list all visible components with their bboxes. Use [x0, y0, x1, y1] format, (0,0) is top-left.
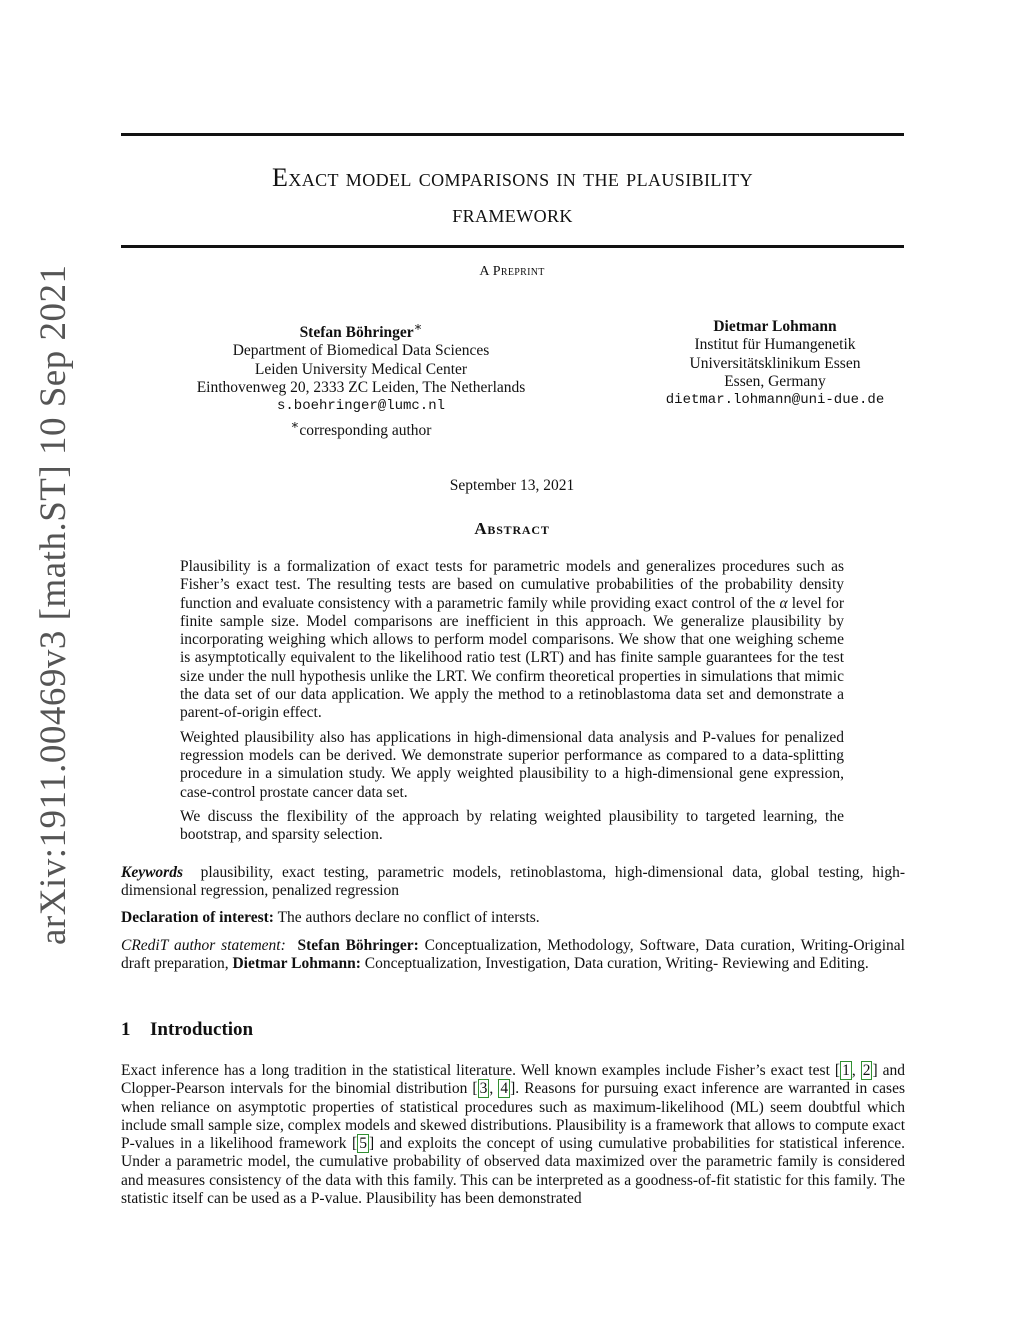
declaration-of-interest — [121, 909, 905, 927]
credit-author-1: Stefan Böhringer: — [297, 937, 419, 954]
author-affiliation: Institut für Humangenetik — [694, 336, 856, 354]
abstract-heading: Abstract — [474, 519, 550, 538]
footnote-mark: ∗ — [290, 416, 300, 432]
introduction-paragraph: Exact inference has a long tradition in the statistical literature. Well known examples include Fisher’s exact test [ 1 , 2 ] and Clopper-Pearson intervals for the binomial distribution [ 3 , 4 ]. Reasons for pursuing exact inference are warranted in cases when reliance on asymptotic properties of statistical procedures such as maximum-likelihood (ML) seem doubtful which include small sample size, complex models and skewed distributions. Plausibility is a framework that allows to compute exact P-values in a likelihood framework [ 5 ] and exploits the concept of using cumulative probabilities for statistical inference. Under a parametric model, the cumulative probability of observed data maximized over the parametric family is considered and measures consistency of the data with this family. This can be interpreted as a goodness-of-fit statistic for this family. The statistic itself can be used as a P-value. Plausibility has been demonstrated — [121, 1062, 906, 1208]
declaration-text: The authors declare no conflict of intersts. — [277, 909, 540, 926]
keywords-text: plausibility, exact testing, parametric models, retinoblastoma, high-dimensional data, global testing, high-dimensional regression, penalized regression — [121, 864, 905, 900]
author-affiliation: Universitätsklinikum Essen — [689, 354, 861, 372]
credit-text-2: Conceptualization, Investigation, Data curation, Writing- Reviewing and Editing. — [364, 955, 869, 973]
corresponding-mark: ∗ — [413, 319, 423, 334]
abstract-text: Plausibility is a formalization of exact tests for parametric models and generalizes procedures such as Fisher’s exact test. The resulting tests are based on cumulative probabilities of the probability density function and evaluate consistency with a parametric family while providing exact control of the — [180, 558, 844, 612]
section-number: 1 — [121, 1019, 131, 1040]
abstract-paragraph: We discuss the flexibility of the approach by relating weighted plausibility to targeted learning, the bootstrap, and sparsity selection. — [180, 807, 844, 844]
intro-text: ]. Reasons for pursuing exact inference are warranted in cases when reliance on asymptotic properties of statistical procedures such as maximum-likelihood (ML) seem doubtful which include small sample size, complex models and skewed distributions. Plausibility is a framework that allows to compute exact P-values in a likelihood framework [ — [121, 1080, 905, 1153]
alpha-symbol: α — [779, 594, 788, 612]
keywords-label: Keywords — [121, 864, 183, 881]
citation-link[interactable]: 3 — [479, 1080, 488, 1098]
citation-link[interactable]: 5 — [359, 1135, 367, 1153]
arxiv-sidebar-stamp: arXiv:1911.00469v3 [math.ST] 10 Sep 2021 — [33, 264, 74, 945]
credit-label: CRediT author statement: — [121, 937, 286, 954]
author-address: Einthovenweg 20, 2333 ZC Leiden, The Netherlands — [196, 379, 526, 397]
author-name: Dietmar Lohmann — [713, 318, 837, 335]
intro-text: Exact inference has a long tradition in the statistical literature. Well known examples include Fisher’s exact test [ — [121, 1062, 841, 1079]
title-top-rule — [121, 133, 904, 136]
abstract-paragraph: Weighted plausibility also has applications in high-dimensional data analysis and P-values for penalized regression models can be derived. We demonstrate superior performance as compared to a data-splitting procedure in a simulation study. We apply weighted plausibility to a high-dimensional gene expression, case-control prostate cancer data set. — [180, 728, 844, 801]
abstract-text: level for finite sample size. Model comparisons are inefficient in this approach. We generalize plausibility by incorporating weighing which allows to perform model comparisons. We show that one weighing scheme is asymptotically equivalent to the likelihood ratio test (LRT) and has finite sample guarantees for the test size under the null hypothesis unlike the LRT. We confirm theoretical properties in simulations that mimic the data set of our data application. We apply the method to a retinoblastoma data set and demonstrate a parent-of-origin effect. — [180, 594, 845, 722]
author-affiliation: Department of Biomedical Data Sciences — [232, 342, 490, 360]
title-line-2: framework — [452, 199, 573, 228]
declaration-label: Declaration of interest: — [121, 909, 274, 926]
section-heading — [121, 1019, 253, 1041]
author-address: Essen, Germany — [724, 372, 826, 390]
title-bottom-rule — [121, 245, 904, 248]
keywords — [121, 864, 905, 901]
abstract-paragraph — [180, 558, 844, 723]
citation-link[interactable]: 2 — [862, 1062, 871, 1079]
author-email[interactable]: s.boehringer@lumc.nl — [276, 398, 446, 415]
intro-text: ] and exploits the concept of using cumulative probabilities for statistical inference. Under a parametric model, the cumulative probability of observed data maximized over the parametric family is considered and measures consistency of the data with this family. This can be interpreted as a goodness-of-fit statistic for this family. The statistic itself can be used as a P-value. Plausibility has been demonstrated — [121, 1135, 905, 1208]
preprint-label: A Preprint — [479, 264, 545, 279]
citation-link[interactable]: 4 — [500, 1080, 509, 1098]
author-name: Stefan Böhringer — [299, 324, 414, 342]
credit-statement — [121, 937, 905, 974]
corresponding-note: corresponding author — [299, 421, 432, 439]
publication-date: September 13, 2021 — [449, 477, 575, 494]
title-line-1: Exact model comparisons in the plausibility — [272, 163, 753, 192]
author-block-1 — [160, 318, 562, 440]
author-affiliation: Leiden University Medical Center — [254, 360, 468, 378]
citation-link[interactable]: 1 — [842, 1062, 850, 1079]
abstract-body — [180, 558, 844, 850]
author-email[interactable]: dietmar.lohmann@uni-due.de — [665, 392, 885, 409]
section-title: Introduction — [150, 1019, 254, 1040]
intro-text: ] and Clopper-Pearson intervals for the binomial distribution [ — [121, 1062, 906, 1098]
paper-title — [121, 160, 904, 232]
credit-author-2: Dietmar Lohmann: — [232, 955, 361, 973]
credit-text-1: Conceptualization, Methodology, Software, Data curation, Writing-Original draft preparation, — [121, 937, 905, 973]
author-block-2 — [595, 318, 955, 409]
